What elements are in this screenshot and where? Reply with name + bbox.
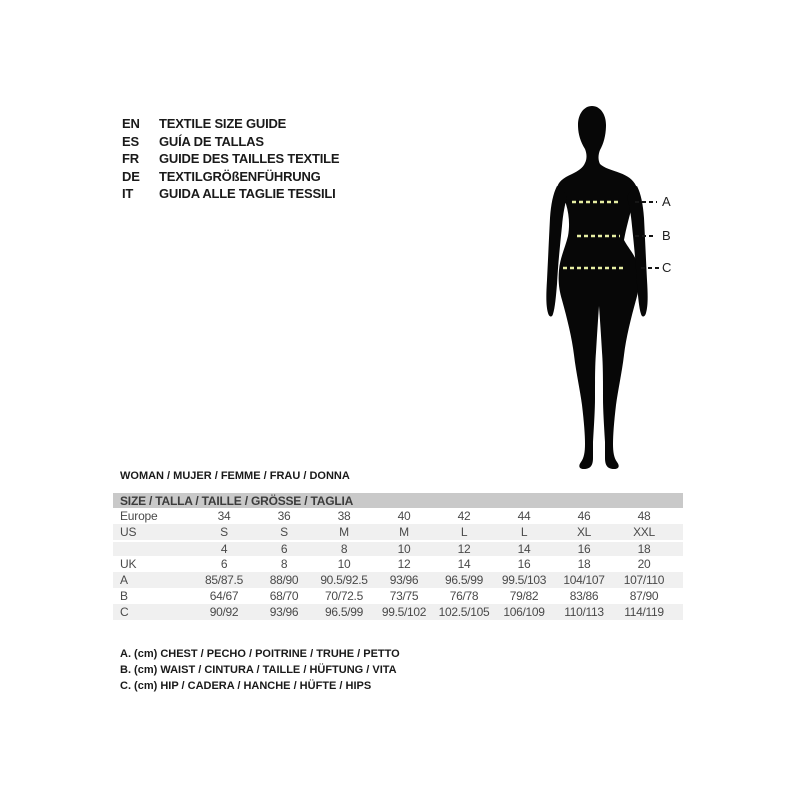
size-table-row-us [113, 524, 683, 540]
gender-line: WOMAN / MUJER / FEMME / FRAU / DONNA [120, 470, 350, 482]
language-code: ES [122, 133, 139, 149]
language-title: TEXTILE SIZE GUIDE [159, 116, 287, 132]
size-cell: 14 [517, 542, 531, 556]
size-cell: 85/87.5 [205, 573, 243, 587]
size-cell: 12 [457, 542, 471, 556]
size-cell: XXL [633, 525, 655, 539]
size-cell: 46 [577, 509, 591, 523]
row-label: Europe [120, 509, 158, 523]
size-cell: 88/90 [269, 573, 299, 587]
size-cell: 90.5/92.5 [320, 573, 368, 587]
size-cell: L [460, 525, 468, 539]
size-table-row-us-numeric [113, 540, 683, 556]
measure-label-hip: C [662, 260, 672, 275]
size-cell: 90/92 [209, 605, 239, 619]
size-cell: 14 [457, 557, 471, 571]
size-cell: 10 [337, 557, 351, 571]
size-cell: 79/82 [509, 589, 539, 603]
language-title: GUIDA ALLE TAGLIE TESSILI [159, 186, 336, 202]
size-cell: 34 [217, 509, 231, 523]
language-code: DE [122, 168, 140, 184]
silhouette-body [557, 106, 639, 469]
language-row-en [122, 115, 339, 133]
size-cell: 8 [280, 557, 288, 571]
size-cell: L [520, 525, 528, 539]
size-table-header: SIZE / TALLA / TAILLE / GRÖSSE / TAGLIA [113, 493, 683, 508]
size-cell: XL [576, 525, 592, 539]
size-cell: 6 [220, 557, 228, 571]
size-cell: 36 [277, 509, 291, 523]
language-row-es [122, 133, 339, 151]
language-row-de [122, 168, 339, 186]
measurement-note-b: B. (cm) WAIST / CINTURA / TAILLE / HÜFTUNG / VITA [120, 664, 397, 676]
language-code: IT [122, 186, 134, 202]
size-table-row-b [113, 588, 683, 604]
measure-label-chest: A [662, 194, 671, 209]
measure-label-waist: B [662, 228, 671, 243]
size-cell: 99.5/102 [381, 605, 427, 619]
figure-wrap [540, 100, 700, 475]
size-table-row-a [113, 572, 683, 588]
size-table-row-europe [113, 508, 683, 524]
size-cell: 12 [397, 557, 411, 571]
size-table [113, 493, 683, 620]
row-label: UK [120, 557, 137, 571]
size-cell: 110/113 [564, 605, 604, 619]
size-cell: 38 [337, 509, 351, 523]
size-cell: 96.5/99 [445, 573, 483, 587]
size-table-row-uk [113, 556, 683, 572]
size-cell: M [339, 525, 349, 539]
size-cell: 4 [220, 542, 228, 556]
size-cell: 83/86 [569, 589, 599, 603]
size-cell: M [399, 525, 409, 539]
size-cell: 8 [340, 542, 348, 556]
size-cell: 76/78 [449, 589, 479, 603]
size-cell: 40 [397, 509, 411, 523]
size-cell: 106/109 [503, 605, 545, 619]
size-cell: 42 [457, 509, 471, 523]
size-cell: S [280, 525, 288, 539]
size-cell: 18 [577, 557, 591, 571]
size-cell: 99.5/103 [501, 573, 547, 587]
size-cell: 6 [280, 542, 288, 556]
row-label: A [120, 573, 128, 587]
size-cell: S [220, 525, 228, 539]
language-title: GUÍA DE TALLAS [159, 133, 264, 149]
size-cell: 10 [397, 542, 411, 556]
size-cell: 96.5/99 [325, 605, 363, 619]
language-row-it [122, 185, 339, 203]
woman-silhouette [540, 100, 700, 475]
measurement-notes [120, 646, 400, 694]
size-cell: 70/72.5 [325, 589, 363, 603]
language-title: GUIDE DES TAILLES TEXTILE [159, 151, 340, 167]
language-code: EN [122, 116, 140, 132]
row-label: B [120, 589, 128, 603]
language-title-list [122, 115, 339, 203]
row-label: US [120, 525, 137, 539]
size-table-body [113, 508, 683, 620]
language-title: TEXTILGRÖßENFÜHRUNG [159, 168, 321, 184]
size-cell: 16 [577, 542, 591, 556]
size-cell: 68/70 [269, 589, 299, 603]
size-cell: 93/96 [269, 605, 299, 619]
size-cell: 20 [637, 557, 651, 571]
row-label: C [120, 605, 129, 619]
size-cell: 87/90 [629, 589, 659, 603]
size-cell: 104/107 [563, 573, 605, 587]
size-cell: 16 [517, 557, 531, 571]
size-cell: 93/96 [389, 573, 419, 587]
size-cell: 64/67 [209, 589, 239, 603]
language-row-fr [122, 150, 339, 168]
size-table-row-c [113, 604, 683, 620]
size-cell: 73/75 [389, 589, 419, 603]
measurement-note-c: C. (cm) HIP / CADERA / HANCHE / HÜFTE / HIPS [120, 680, 372, 692]
size-cell: 114/119 [624, 605, 664, 619]
language-code: FR [122, 151, 139, 167]
size-cell: 107/110 [623, 573, 665, 587]
size-cell: 18 [637, 542, 651, 556]
size-cell: 48 [637, 509, 651, 523]
size-cell: 102.5/105 [438, 605, 490, 619]
size-cell: 44 [517, 509, 531, 523]
measurement-note-a: A. (cm) CHEST / PECHO / POITRINE / TRUHE / PETTO [120, 648, 400, 660]
